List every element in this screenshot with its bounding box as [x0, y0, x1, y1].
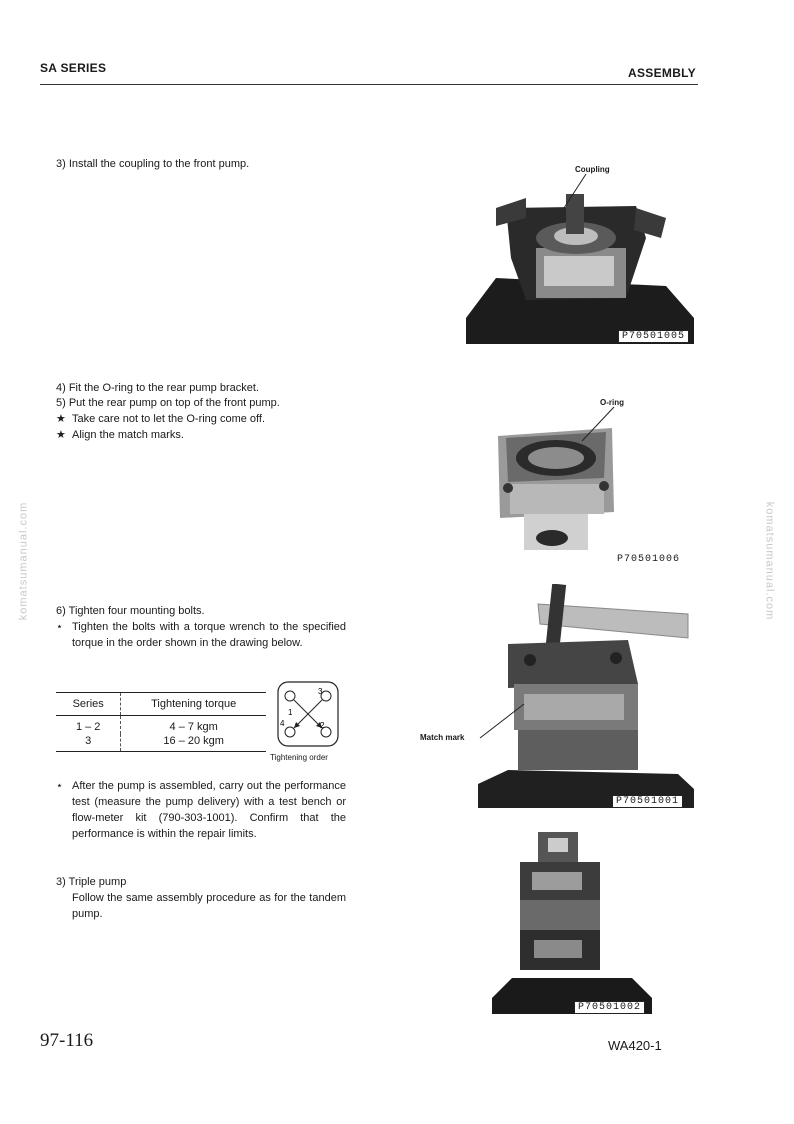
note-oring: ★ Take care not to let the O-ring come off. — [56, 413, 266, 425]
note-match-marks: ★ Align the match marks. — [56, 429, 184, 441]
note-torque-wrench: ⋆ Tighten the bolts with a torque wrench to the specified torque in the order shown in the drawing below. — [56, 621, 346, 649]
figure-oring-code: P70501006 — [617, 554, 681, 565]
asterisk-icon: ⋆ — [56, 621, 63, 633]
table-row: 1 – 2 4 – 7 kgm — [56, 716, 266, 735]
bolt-label-1: 1 — [288, 708, 293, 717]
callout-match-mark: Match mark — [420, 733, 465, 742]
step-fit-oring: 4) Fit the O-ring to the rear pump bracket. — [56, 382, 259, 394]
figure-match-mark-photo — [478, 584, 694, 808]
step-install-coupling: 3) Install the coupling to the front pump. — [56, 158, 250, 170]
callout-coupling-leader — [560, 172, 590, 212]
star-icon: ★ — [56, 429, 66, 441]
figure-match-mark-code: P70501001 — [612, 795, 683, 808]
torque-table-header-series: Series — [56, 693, 121, 716]
step-put-rear-pump: 5) Put the rear pump on top of the front pump. — [56, 397, 280, 409]
figure-coupling-code: P70501005 — [618, 330, 689, 343]
star-icon: ★ — [56, 413, 66, 425]
bolt-label-4: 4 — [280, 719, 285, 728]
watermark-left: komatsumanual.com — [17, 501, 30, 621]
step-triple-pump-body: Follow the same assembly procedure as for the tandem pump. — [72, 892, 346, 920]
callout-match-mark-leader — [478, 700, 528, 740]
footer-model: WA420-1 — [608, 1038, 662, 1053]
bolt-label-3: 3 — [318, 687, 323, 696]
figure-triple-pump-code: P70501002 — [574, 1001, 645, 1014]
callout-oring-leader — [578, 405, 618, 445]
bolt-label-2: 2 — [320, 721, 325, 730]
callout-oring: O-ring — [600, 398, 624, 407]
step-triple-pump: 3) Triple pump — [56, 876, 127, 888]
callout-coupling: Coupling — [575, 165, 610, 174]
step-tighten-bolts: 6) Tighten four mounting bolts. — [56, 605, 205, 617]
table-row: 3 16 – 20 kgm — [56, 734, 266, 752]
figure-triple-pump-photo — [492, 828, 652, 1014]
note-performance-test: ⋆ After the pump is assembled, carry out the performance test (measure the pump delivery) with a test bench or flow-meter kit (790-303-1001). Confirm that the performance is within the repair limits. — [56, 780, 346, 840]
header-series: SA SERIES — [40, 61, 107, 75]
footer-page-number: 97-116 — [40, 1030, 94, 1051]
tightening-order-diagram — [276, 680, 340, 748]
header-rule — [40, 84, 698, 85]
asterisk-icon: ⋆ — [56, 780, 63, 792]
tightening-order-caption: Tightening order — [270, 753, 328, 762]
header-section: ASSEMBLY — [628, 66, 696, 80]
torque-table — [56, 692, 266, 752]
watermark-right: komatsumanual.com — [763, 501, 776, 621]
torque-table-header-torque: Tightening torque — [121, 693, 266, 716]
